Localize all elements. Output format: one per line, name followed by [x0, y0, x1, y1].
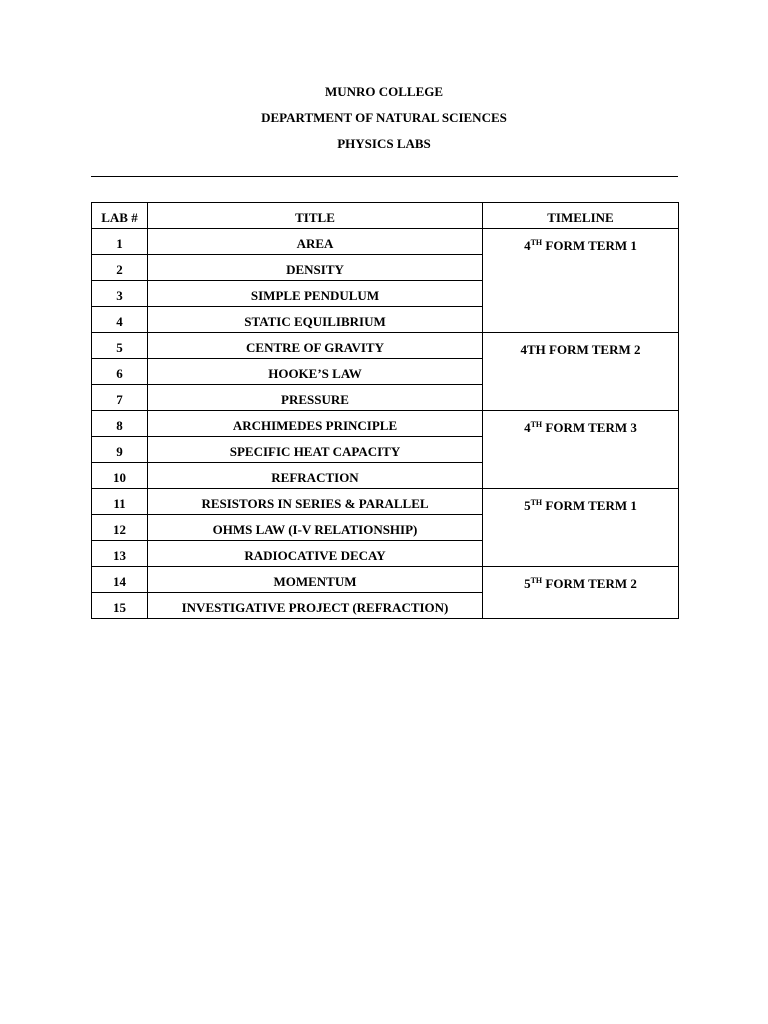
- lab-number: 7: [92, 385, 148, 411]
- timeline-text: 5: [524, 576, 531, 591]
- timeline-cell: [483, 333, 679, 411]
- lab-title: RESISTORS IN SERIES & PARALLEL: [148, 489, 483, 515]
- timeline-text: 4: [524, 420, 531, 435]
- table-row: [92, 489, 679, 515]
- column-header-title: TITLE: [148, 203, 483, 229]
- table-row: [92, 229, 679, 255]
- lab-number: 12: [92, 515, 148, 541]
- lab-number: 8: [92, 411, 148, 437]
- timeline-text: 5: [524, 498, 531, 513]
- timeline-cell: [483, 229, 679, 333]
- table-row: [92, 567, 679, 593]
- college-name: MUNRO COLLEGE: [324, 84, 444, 99]
- timeline-cell: [483, 411, 679, 489]
- lab-title: REFRACTION: [148, 463, 483, 489]
- lab-number: 10: [92, 463, 148, 489]
- column-header-timeline: TIMELINE: [483, 203, 679, 229]
- lab-title: DENSITY: [148, 255, 483, 281]
- lab-number: 5: [92, 333, 148, 359]
- timeline-superscript: TH: [530, 576, 543, 585]
- document-title: PHYSICS LABS: [337, 136, 431, 151]
- timeline-cell: [483, 567, 679, 619]
- lab-title: STATIC EQUILIBRIUM: [148, 307, 483, 333]
- lab-number: 15: [92, 593, 148, 619]
- timeline-text: 4: [524, 238, 531, 253]
- lab-number: 2: [92, 255, 148, 281]
- timeline-text: FORM TERM 1: [542, 238, 637, 253]
- timeline-text: 4TH FORM TERM 2: [520, 342, 641, 357]
- lab-title: RADIOCATIVE DECAY: [148, 541, 483, 567]
- lab-number: 1: [92, 229, 148, 255]
- lab-title: MOMENTUM: [148, 567, 483, 593]
- column-header-lab-number: LAB #: [92, 203, 148, 229]
- lab-title: ARCHIMEDES PRINCIPLE: [148, 411, 483, 437]
- lab-number: 9: [92, 437, 148, 463]
- lab-title: AREA: [148, 229, 483, 255]
- header-divider: [91, 176, 678, 177]
- lab-number: 14: [92, 567, 148, 593]
- lab-title: HOOKE’S LAW: [148, 359, 483, 385]
- lab-title: CENTRE OF GRAVITY: [148, 333, 483, 359]
- department-name: DEPARTMENT OF NATURAL SCIENCES: [261, 110, 507, 125]
- timeline-superscript: TH: [530, 498, 543, 507]
- lab-title: SIMPLE PENDULUM: [148, 281, 483, 307]
- lab-title: PRESSURE: [148, 385, 483, 411]
- timeline-text: FORM TERM 3: [542, 420, 637, 435]
- lab-title: OHMS LAW (I-V RELATIONSHIP): [148, 515, 483, 541]
- timeline-cell: [483, 489, 679, 567]
- timeline-superscript: TH: [530, 238, 543, 247]
- table-row: [92, 411, 679, 437]
- table-header-row: [92, 203, 679, 229]
- timeline-text: FORM TERM 2: [542, 576, 637, 591]
- lab-title: INVESTIGATIVE PROJECT (REFRACTION): [148, 593, 483, 619]
- lab-title: SPECIFIC HEAT CAPACITY: [148, 437, 483, 463]
- table-row: [92, 333, 679, 359]
- lab-number: 4: [92, 307, 148, 333]
- lab-number: 3: [92, 281, 148, 307]
- lab-number: 11: [92, 489, 148, 515]
- timeline-superscript: TH: [530, 420, 543, 429]
- lab-number: 13: [92, 541, 148, 567]
- lab-number: 6: [92, 359, 148, 385]
- physics-labs-table: [91, 202, 679, 619]
- timeline-text: FORM TERM 1: [542, 498, 637, 513]
